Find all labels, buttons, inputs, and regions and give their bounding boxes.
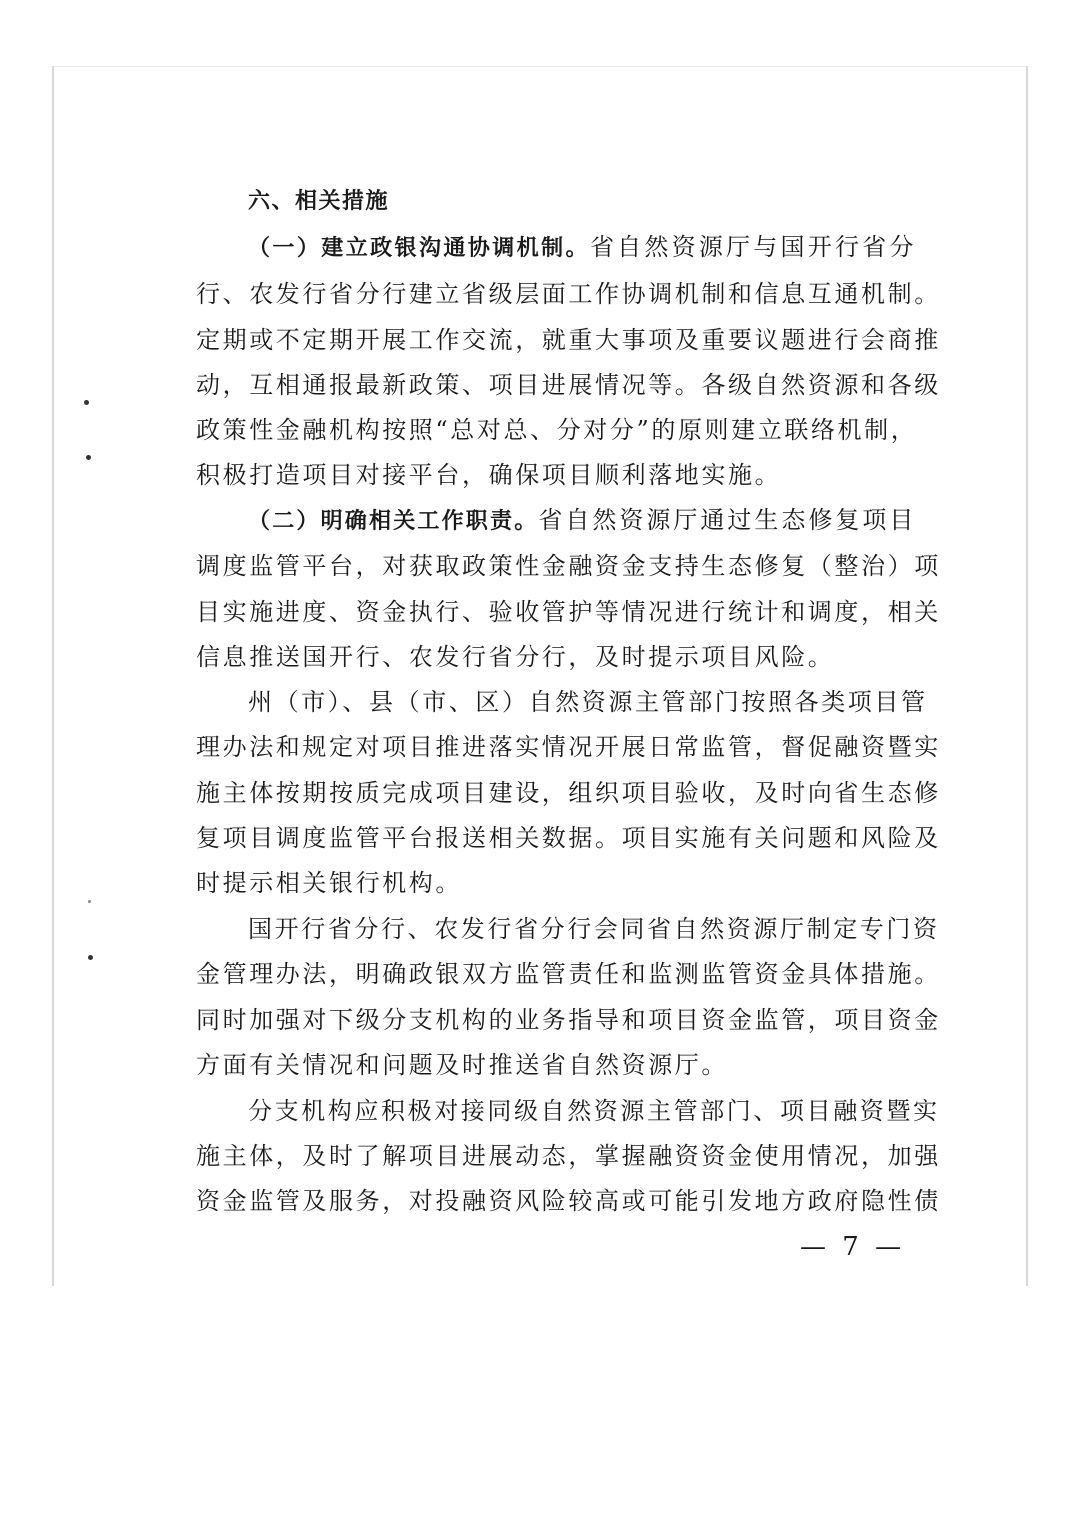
paragraph-line: 复项目调度监管平台报送相关数据。项目实施有关问题和风险及 — [196, 824, 941, 852]
paragraph-line: 理办法和规定对项目推进落实情况开展日常监管，督促融资暨实 — [196, 733, 941, 761]
page-number: — 7 — — [800, 1232, 906, 1262]
section-heading: 六、相关措施 — [248, 189, 390, 214]
paragraph-line: 目实施进度、资金执行、验收管护等情况进行统计和调度，相关 — [196, 598, 941, 626]
paragraph-line: 施主体，及时了解项目进展动态，掌握融资资金使用情况，加强 — [196, 1142, 941, 1170]
paragraph-line: 资金监管及服务，对投融资风险较高或可能引发地方政府隐性债 — [196, 1187, 941, 1215]
paragraph-line: 方面有关情况和问题及时推送省自然资源厅。 — [196, 1051, 728, 1079]
paragraph-line: 国开行省分行、农发行省分行会同省自然资源厅制定专门资 — [248, 915, 940, 943]
paragraph-line: （一）建立政银沟通协调机制。省自然资源厅与国开行省分 — [248, 233, 916, 261]
margin-mark — [88, 955, 93, 960]
paragraph-line: 积极打造项目对接平台，确保项目顺利落地实施。 — [196, 461, 782, 489]
paragraph-label: （一）建立政银沟通协调机制。 — [248, 236, 590, 261]
paragraph-line: 调度监管平台，对获取政策性金融资金支持生态修复（整治）项 — [196, 552, 941, 580]
paragraph-label: （二）明确相关工作职责。 — [248, 509, 539, 534]
margin-mark — [84, 400, 89, 405]
paragraph-line: 定期或不定期开展工作交流，就重大事项及重要议题进行会商推 — [196, 326, 941, 354]
paragraph-line: 分支机构应积极对接同级自然资源主管部门、项目融资暨实 — [248, 1097, 940, 1125]
margin-mark — [86, 455, 91, 460]
paragraph-line: 金管理办法，明确政银双方监管责任和监测监管资金具体措施。 — [196, 960, 941, 988]
paragraph-line: 行、农发行省分行建立省级层面工作协调机制和信息互通机制。 — [196, 280, 941, 308]
paragraph-line: 动，互相通报最新政策、项目进展情况等。各级自然资源和各级 — [196, 371, 941, 399]
paragraph-line: 州（市）、县（市、区）自然资源主管部门按照各类项目管 — [248, 688, 928, 716]
margin-mark — [88, 900, 91, 903]
paragraph-line: 施主体按期按质完成项目建设，组织项目验收，及时向省生态修 — [196, 779, 941, 807]
paragraph-line: （二）明确相关工作职责。省自然资源厅通过生态修复项目 — [248, 506, 916, 534]
paragraph-line: 政策性金融机构按照“总对总、分对分”的原则建立联络机制， — [196, 416, 918, 444]
paragraph-line: 同时加强对下级分支机构的业务指导和项目资金监管，项目资金 — [196, 1006, 941, 1034]
paragraph-line: 时提示相关银行机构。 — [196, 869, 462, 897]
paragraph-line: 信息推送国开行、农发行省分行，及时提示项目风险。 — [196, 643, 835, 671]
